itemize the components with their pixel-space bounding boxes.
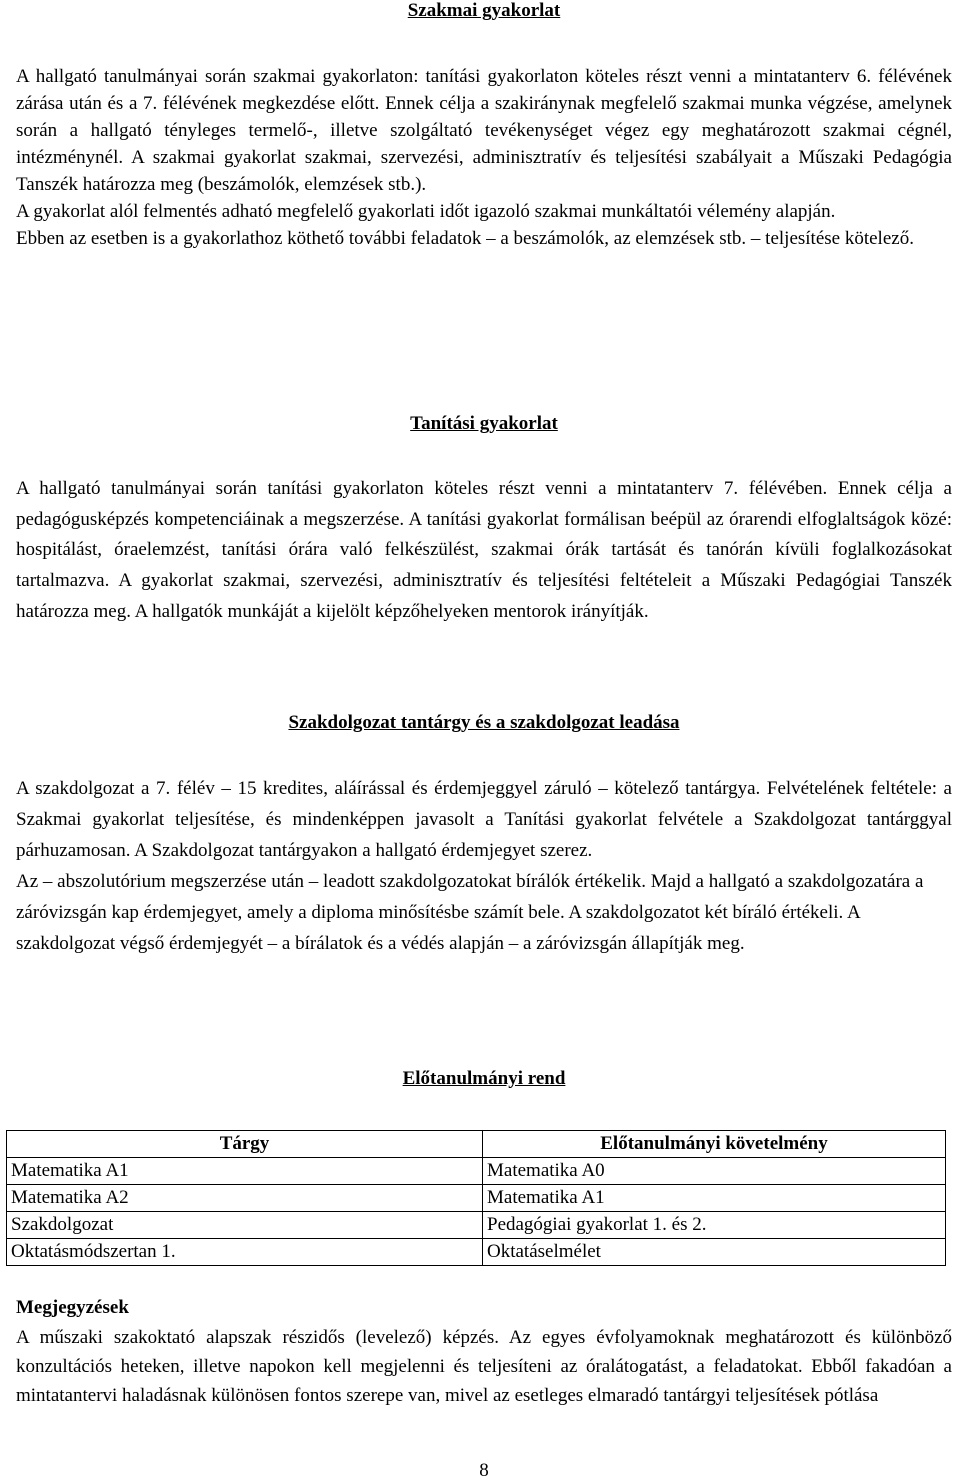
table-cell: Szakdolgozat — [7, 1212, 483, 1239]
section-body-tanitasi-gyakorlat — [16, 474, 952, 628]
table-row — [7, 1212, 946, 1239]
notes-text: A műszaki szakoktató alapszak részidős (levelező) képzés. Az egyes évfolyamoknak meghatározott és különböző konzultációs heteken, illetve napokon kell megjelenni és teljesíteni az óralátogatást, a feladatokat. Ebből fakadóan a mintatantervi haladásnak különösen fontos szerepe van, mivel az esetleges elmaradó tantárgyi teljesítések pótlása — [16, 1327, 952, 1406]
table-row — [7, 1185, 946, 1212]
section-title-szakdolgozat: Szakdolgozat tantárgy és a szakdolgozat leadása — [288, 712, 680, 733]
table-row — [7, 1239, 946, 1266]
table-cell: Oktatáselmélet — [483, 1239, 946, 1266]
table-row — [7, 1158, 946, 1185]
table-cell: Matematika A1 — [7, 1158, 483, 1185]
section-body-szakdolgozat — [16, 773, 952, 959]
table-cell: Matematika A1 — [483, 1185, 946, 1212]
table-header-cell: Tárgy — [7, 1131, 483, 1158]
paragraph: A gyakorlat alól felmentés adható megfelelő gyakorlati időt igazoló szakmai munkáltatói vélemény alapján. — [16, 201, 836, 222]
section-title-elotanulmanyi-rend: Előtanulmányi rend — [402, 1068, 566, 1089]
section-body-szakmai-gyakorlat — [16, 63, 952, 252]
table-cell: Matematika A2 — [7, 1185, 483, 1212]
paragraph: Ebben az esetben is a gyakorlathoz köthető további feladatok – a beszámolók, az elemzések stb. – teljesítése kötelező. — [16, 228, 914, 249]
paragraph: Az – abszolutórium megszerzése után – leadott szakdolgozatokat bírálók értékelik. Majd a hallgató a szakdolgozatára a záróvizsgán kap érdemjegyet, amely a diploma minősítésbe számít bele. A szakdolgozatot két bíráló értékeli. A szakdolgozat végső érdemjegyét – a bírálatok és a védés alapján – a záróvizsgán állapítják meg. — [16, 871, 924, 954]
paragraph: A szakdolgozat a 7. félév – 15 kredites, aláírással és érdemjeggyel záruló – kötelező tantárgya. Felvételének feltétele: a Szakmai gyakorlat teljesítése, és mindenképpen javasolt a Tanítási gyakorlat felvétele a Szakdolgozat tantárggyal párhuzamosan. A Szakdolgozat tantárgyakon a hallgató érdemjegyet szerez. — [16, 778, 952, 861]
table-cell: Oktatásmódszertan 1. — [7, 1239, 483, 1266]
notes-title: Megjegyzések — [16, 1297, 129, 1318]
paragraph: A hallgató tanulmányai során szakmai gyakorlaton: tanítási gyakorlaton köteles részt venni a mintatanterv 6. félévének zárása után és a 7. félévének megkezdése előtt. Ennek célja a szakiránynak megfelelő szakmai munka végzése, amelynek során a hallgató tényleges termelő-, illetve szolgáltató tevékenységet végez egy meghatározott szakmai cégnél, intézménynél. A szakmai gyakorlat szakmai, szervezési, adminisztratív és teljesítési szabályait a Műszaki Pedagógia Tanszék határozza meg (beszámolók, elemzések stb.). — [16, 66, 952, 195]
paragraph: A hallgató tanulmányai során tanítási gyakorlaton köteles részt venni a mintatanterv 7. félévében. Ennek célja a pedagógusképzés kompetenciáinak a megszerzése. A tanítási gyakorlat formálisan beépül az órarendi elfoglaltságok közé: hospitálást, óraelemzést, tanítási órára való felkészülést, szakmai órák tartását és tanórán kívüli foglalkozásokat tartalmazva. A gyakorlat szakmai, szervezési, adminisztratív és teljesítési feltételeit a Műszaki Pedagógiai Tanszék határozza meg. A hallgatók munkáját a kijelölt képzőhelyeken mentorok irányítják. — [16, 478, 952, 622]
page-number: 8 — [479, 1460, 489, 1481]
table-cell: Pedagógiai gyakorlat 1. és 2. — [483, 1212, 946, 1239]
table-cell: Matematika A0 — [483, 1158, 946, 1185]
section-title-szakmai-gyakorlat: Szakmai gyakorlat — [407, 0, 561, 21]
prerequisite-table — [6, 1130, 946, 1266]
table-header-cell: Előtanulmányi követelmény — [483, 1131, 946, 1158]
section-title-tanitasi-gyakorlat: Tanítási gyakorlat — [410, 413, 558, 434]
table-header-row — [7, 1131, 946, 1158]
